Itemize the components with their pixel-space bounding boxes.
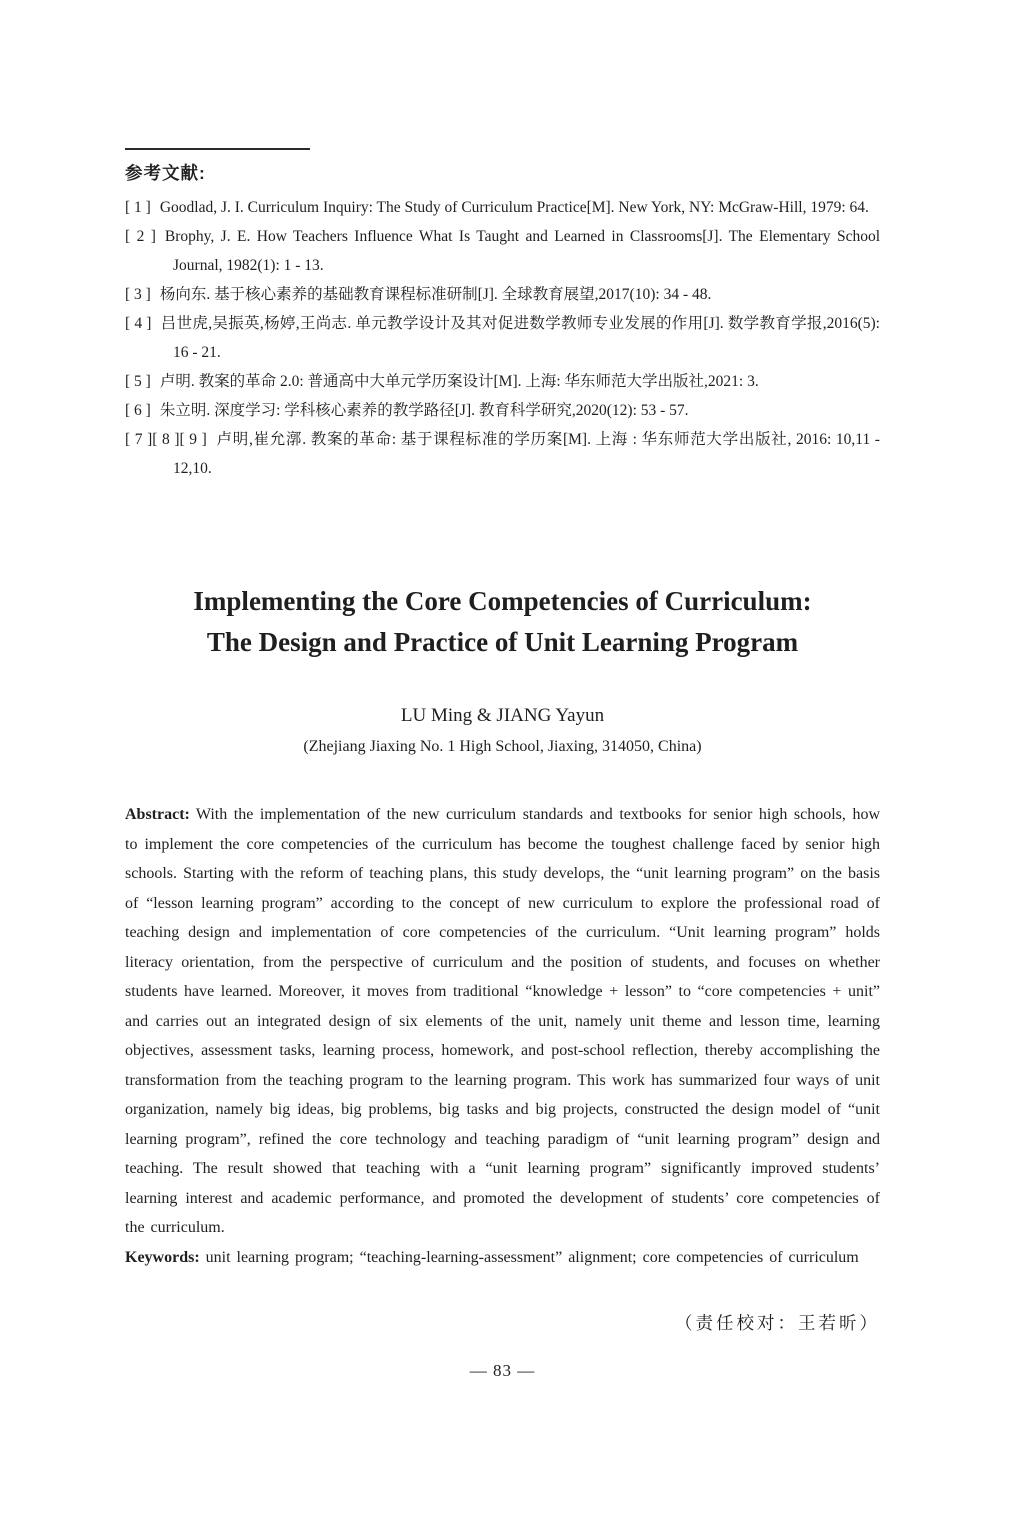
reference-item [125, 222, 880, 280]
reference-text: Goodlad, J. I. Curriculum Inquiry: The Study of Curriculum Practice[M]. New York, NY: McGraw-Hill, 1979: 64. [159, 199, 869, 216]
reference-text: 吕世虎,吴振英,杨婷,王尚志. 单元教学设计及其对促进数学教师专业发展的作用[J]. 数学教育学报,2016(5): 16 - 21. [160, 315, 880, 361]
reference-text: 卢明,崔允漷. 教案的革命: 基于课程标准的学历案[M]. 上海 : 华东师范大学出版社, 2016: 10,11 - 12,10. [173, 431, 880, 477]
article-affiliation: (Zhejiang Jiaxing No. 1 High School, Jiaxing, 314050, China) [303, 738, 702, 755]
abstract-text: With the implementation of the new curriculum standards and textbooks for senior high schools, how to implement the core competencies of the curriculum has become the toughest challenge faced by senior high schools. Starting with the reform of teaching plans, this study develops, the “unit learning program” on the basis of “lesson learning program” according to the concept of new curriculum to explore the professional road of teaching design and implementation of core competencies of the curriculum. “Unit learning program” holds literacy orientation, from the perspective of curriculum and the position of students, and focuses on whether students have learned. Moreover, it moves from traditional “knowledge + lesson” to “core competencies + unit” and carries out an integrated design of six elements of the unit, namely unit theme and lesson time, learning objectives, assessment tasks, learning process, homework, and post-school reflection, thereby accomplishing the transformation from the teaching program to the learning program. This work has summarized four ways of unit organization, namely big ideas, big problems, big tasks and big projects, constructed the design model of “unit learning program”, refined the core technology and teaching paradigm of “unit learning program” design and teaching. The result showed that teaching with a “unit learning program” significantly improved students’ learning interest and academic performance, and promoted the development of students’ core competencies of the curriculum. [125, 806, 880, 1236]
article-authors: LU Ming & JIANG Yayun [400, 705, 605, 726]
references-heading: 参考文献: [125, 163, 206, 183]
reference-number: [ 6 ] [125, 402, 151, 419]
page-number: — 83 — [469, 1361, 536, 1380]
reference-item [125, 280, 880, 309]
reference-number: [ 1 ] [125, 199, 151, 216]
reference-number: [ 2 ] [125, 228, 156, 245]
keywords-paragraph [125, 1243, 880, 1273]
reference-number: [ 5 ] [125, 373, 151, 390]
article-title [125, 581, 880, 663]
reference-item [125, 193, 880, 222]
proofreader-note: （责任校对：王若昕） [675, 1313, 880, 1333]
reference-text: 卢明. 教案的革命 2.0: 普通高中大单元学历案设计[M]. 上海: 华东师范大学出版社,2021: 3. [159, 373, 759, 390]
reference-item [125, 425, 880, 483]
footnote-divider [125, 148, 310, 150]
reference-item [125, 396, 880, 425]
keywords-text: unit learning program; “teaching-learning-assessment” alignment; core competencies of curriculum [205, 1248, 859, 1266]
abstract-paragraph [125, 800, 880, 1243]
article-title-line1: Implementing the Core Competencies of Curriculum: [193, 586, 812, 616]
reference-item [125, 367, 880, 396]
reference-number: [ 3 ] [125, 286, 151, 303]
reference-text: 朱立明. 深度学习: 学科核心素养的教学路径[J]. 教育科学研究,2020(12): 53 - 57. [159, 402, 689, 419]
reference-text: Brophy, J. E. How Teachers Influence What Is Taught and Learned in Classrooms[J]. The Elementary School Journal, 1982(1): 1 - 13. [164, 228, 881, 274]
reference-text: 杨向东. 基于核心素养的基础教育课程标准研制[J]. 全球教育展望,2017(10): 34 - 48. [159, 286, 712, 303]
reference-number: [ 7 ][ 8 ][ 9 ] [125, 431, 207, 448]
reference-list [125, 193, 880, 483]
abstract-label: Abstract: [125, 806, 190, 823]
reference-number: [ 4 ] [125, 315, 152, 332]
article-title-line2: The Design and Practice of Unit Learning Program [206, 627, 799, 657]
reference-item [125, 309, 880, 367]
keywords-label: Keywords: [125, 1248, 200, 1266]
